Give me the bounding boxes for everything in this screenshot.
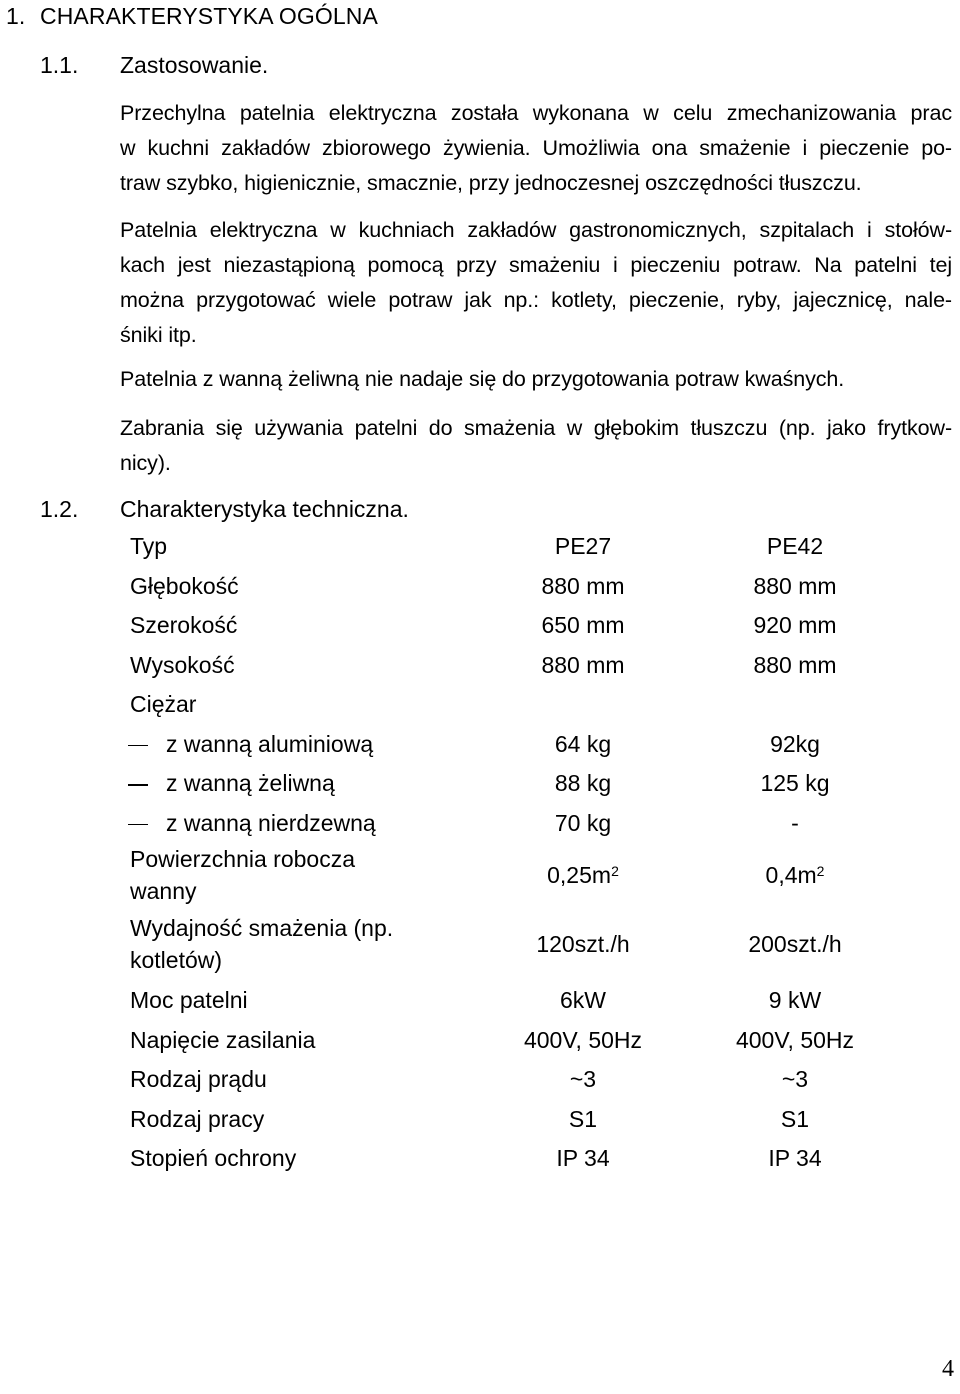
value-model-1: 120szt./h: [536, 931, 630, 957]
row-label-text: z wanną nierdzewną: [166, 809, 376, 836]
value-model-1: ~3: [569, 1066, 597, 1093]
value-model-2: [688, 685, 902, 725]
value-model-1: [478, 843, 688, 907]
header-label: Typ: [130, 533, 168, 560]
paragraph-usage: [120, 213, 952, 353]
chapter-heading: [6, 3, 378, 30]
row-label: Stopień ochrony: [130, 1145, 297, 1172]
section-title: Zastosowanie.: [120, 52, 269, 78]
value-model-2: 400V, 50Hz: [735, 1026, 855, 1053]
dash-bullet-icon: [128, 745, 148, 747]
value-model-1: [478, 685, 688, 725]
value-model-1: 88 kg: [554, 770, 612, 797]
paragraph-deep-fry-warning: [120, 411, 952, 481]
row-label: [120, 843, 478, 907]
row-label: [120, 725, 478, 765]
value-model-2: 9 kW: [768, 987, 822, 1014]
row-label: [120, 764, 478, 804]
value-model-1: 400V, 50Hz: [523, 1026, 643, 1053]
row-label: Napięcie zasilania: [130, 1026, 316, 1053]
header-model-1: PE27: [554, 533, 612, 560]
value-model-1: 6kW: [560, 987, 606, 1014]
value-model-2: ~3: [781, 1066, 809, 1093]
value-model-2: IP 34: [768, 1145, 822, 1172]
value-model-2: 880 mm: [753, 651, 837, 678]
table-row: [120, 843, 902, 907]
section-heading-specs: [40, 496, 409, 523]
table-row: [120, 1021, 902, 1061]
table-row: [120, 606, 902, 646]
table-row: [120, 685, 902, 725]
row-label: Wysokość: [130, 651, 235, 678]
table-row: [120, 1060, 902, 1100]
table-row: [120, 804, 902, 844]
value-model-2: 880 mm: [753, 572, 837, 599]
paragraph-line: można przygotować wiele potraw jak np.: kotlety, pieczenie, ryby, jajecznicę, nale-: [120, 288, 952, 312]
value-model-2: [688, 843, 902, 907]
value-model-1: 70 kg: [554, 809, 612, 836]
superscript: 2: [816, 863, 825, 879]
table-row: [120, 981, 902, 1021]
section-number: 1.2.: [40, 496, 79, 522]
table-row: [120, 1139, 902, 1179]
row-label-text: Wydajność smażenia (np. kotletów): [130, 915, 394, 973]
dash-bullet-icon: [128, 824, 148, 826]
value-model-1: S1: [568, 1105, 598, 1132]
value-text: 0,4m: [765, 862, 817, 888]
value-model-1: 880 mm: [541, 651, 625, 678]
row-label-text: Powierzchnia robocza wanny: [130, 846, 356, 904]
chapter-title: CHARAKTERYSTYKA OGÓLNA: [40, 3, 378, 29]
paragraph-line: w kuchni zakładów zbiorowego żywienia. Umożliwia ona smażenie i pieczenie po-: [120, 136, 952, 160]
value-model-2: 920 mm: [753, 612, 837, 639]
table-header-row: [120, 527, 902, 567]
paragraph-line: Przechylna patelnia elektryczna została wykonana w celu zmechanizowania prac: [120, 101, 952, 125]
table-row: [120, 1100, 902, 1140]
page-number: 4: [942, 1356, 954, 1382]
paragraph-cast-iron-warning: [120, 362, 952, 397]
row-label: Moc patelni: [130, 987, 248, 1014]
value-text: 0,25m: [547, 862, 612, 888]
row-label-text: z wanną żeliwną: [166, 770, 335, 797]
header-model-2: PE42: [766, 533, 824, 560]
row-label: Rodzaj pracy: [130, 1105, 265, 1132]
table-row: [120, 646, 902, 686]
row-label: Szerokość: [130, 612, 238, 639]
section-number: 1.1.: [40, 52, 79, 78]
paragraph-line: nicy).: [120, 451, 171, 475]
row-label: Rodzaj prądu: [130, 1066, 267, 1093]
section-title: Charakterystyka techniczna.: [120, 496, 409, 522]
dash-bullet-icon: [128, 784, 148, 786]
row-label: Ciężar: [130, 691, 197, 718]
paragraph-line: Patelnia z wanną żeliwną nie nadaje się do przygotowania potraw kwaśnych.: [120, 367, 845, 391]
value-model-1: IP 34: [556, 1145, 610, 1172]
row-label: [120, 907, 478, 981]
value-model-2: 125 kg: [760, 770, 830, 797]
value-model-1: 880 mm: [541, 572, 625, 599]
paragraph-intro: [120, 96, 952, 201]
superscript: 2: [611, 863, 619, 879]
paragraph-line: Patelnia elektryczna w kuchniach zakładów gastronomicznych, szpitalach i stołów-: [120, 218, 952, 242]
value-model-2: S1: [780, 1105, 810, 1132]
row-label: Głębokość: [130, 572, 239, 599]
paragraph-line: śniki itp.: [120, 323, 197, 347]
value-model-2: 92kg: [770, 730, 820, 757]
chapter-number: 1.: [6, 3, 26, 29]
value-model-2: 200szt./h: [748, 931, 842, 957]
row-label: [120, 804, 478, 844]
value-model-1: 64 kg: [554, 730, 612, 757]
value-model-2: -: [791, 809, 799, 836]
table-row: [120, 725, 902, 765]
row-label-text: z wanną aluminiową: [166, 730, 374, 757]
spec-table: [120, 527, 902, 1179]
table-row: [120, 907, 902, 981]
table-row: [120, 764, 902, 804]
paragraph-line: Zabrania się używania patelni do smażenia w głębokim tłuszczu (np. jako frytkow-: [120, 416, 952, 440]
paragraph-line: kach jest niezastąpioną pomocą przy smażeniu i pieczeniu potraw. Na patelni tej: [120, 253, 952, 277]
value-model-1: 650 mm: [541, 612, 625, 639]
table-row: [120, 567, 902, 607]
section-heading-usage: [40, 52, 268, 79]
paragraph-line: traw szybko, higienicznie, smacznie, przy jednoczesnej oszczędności tłuszczu.: [120, 171, 862, 195]
